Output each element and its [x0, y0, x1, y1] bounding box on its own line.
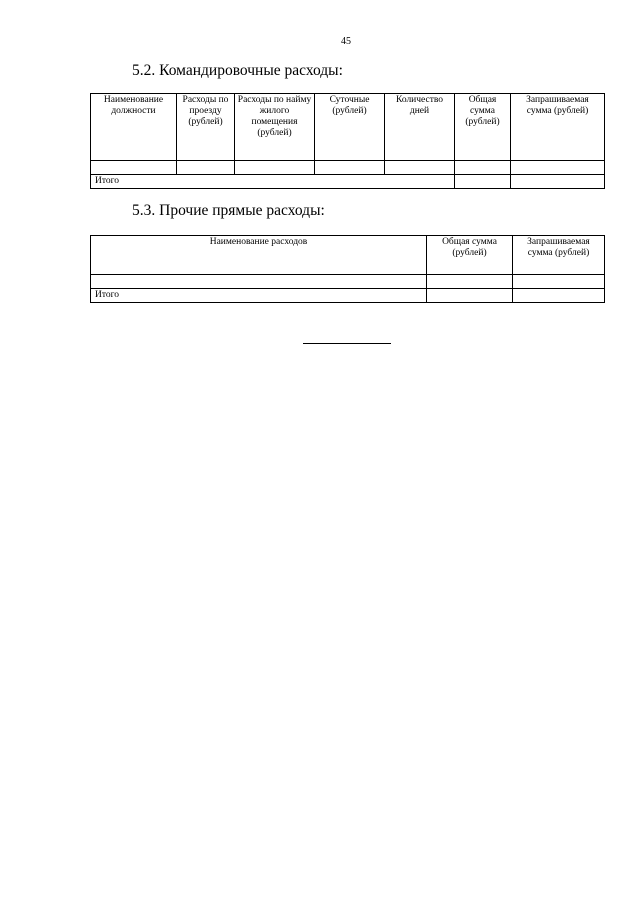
- column-header-days-count: Количество дней: [385, 94, 455, 161]
- table-cell: [235, 161, 315, 175]
- table-cell: [455, 175, 511, 189]
- table-cell: [385, 161, 455, 175]
- total-label: Итого: [91, 289, 427, 303]
- table-cell: [455, 161, 511, 175]
- page-number: 45: [341, 36, 351, 47]
- column-header-travel-costs: Расходы по проезду (рублей): [177, 94, 235, 161]
- column-header-total-amount: Общая сумма (рублей): [427, 236, 513, 275]
- table-cell: [511, 175, 605, 189]
- table-row: [91, 161, 605, 175]
- travel-expenses-table: [90, 93, 605, 189]
- table-cell: [315, 161, 385, 175]
- column-header-position: Наименование должности: [91, 94, 177, 161]
- table-cell: [91, 275, 427, 289]
- table-total-row: [91, 289, 605, 303]
- total-label: Итого: [91, 175, 455, 189]
- other-direct-expenses-table: [90, 235, 605, 303]
- table-cell: [511, 161, 605, 175]
- column-header-requested-amount: Запрашиваемая сумма (рублей): [513, 236, 605, 275]
- column-header-lodging-costs: Расходы по найму жилого помещения (рублей): [235, 94, 315, 161]
- table-header-row: [91, 236, 605, 275]
- table-cell: [513, 289, 605, 303]
- table-total-row: [91, 175, 605, 189]
- table-cell: [513, 275, 605, 289]
- table-cell: [427, 275, 513, 289]
- table-row: [91, 275, 605, 289]
- table-cell: [177, 161, 235, 175]
- column-header-expense-name: Наименование расходов: [91, 236, 427, 275]
- table-cell: [427, 289, 513, 303]
- column-header-per-diem: Суточные (рублей): [315, 94, 385, 161]
- column-header-total-amount: Общая сумма (рублей): [455, 94, 511, 161]
- section-heading-travel-expenses: 5.2. Командировочные расходы:: [132, 62, 343, 79]
- table-cell: [91, 161, 177, 175]
- section-heading-other-direct-expenses: 5.3. Прочие прямые расходы:: [132, 202, 325, 219]
- column-header-requested-amount: Запрашиваемая сумма (рублей): [511, 94, 605, 161]
- table-header-row: [91, 94, 605, 161]
- end-of-document-rule: [303, 343, 391, 344]
